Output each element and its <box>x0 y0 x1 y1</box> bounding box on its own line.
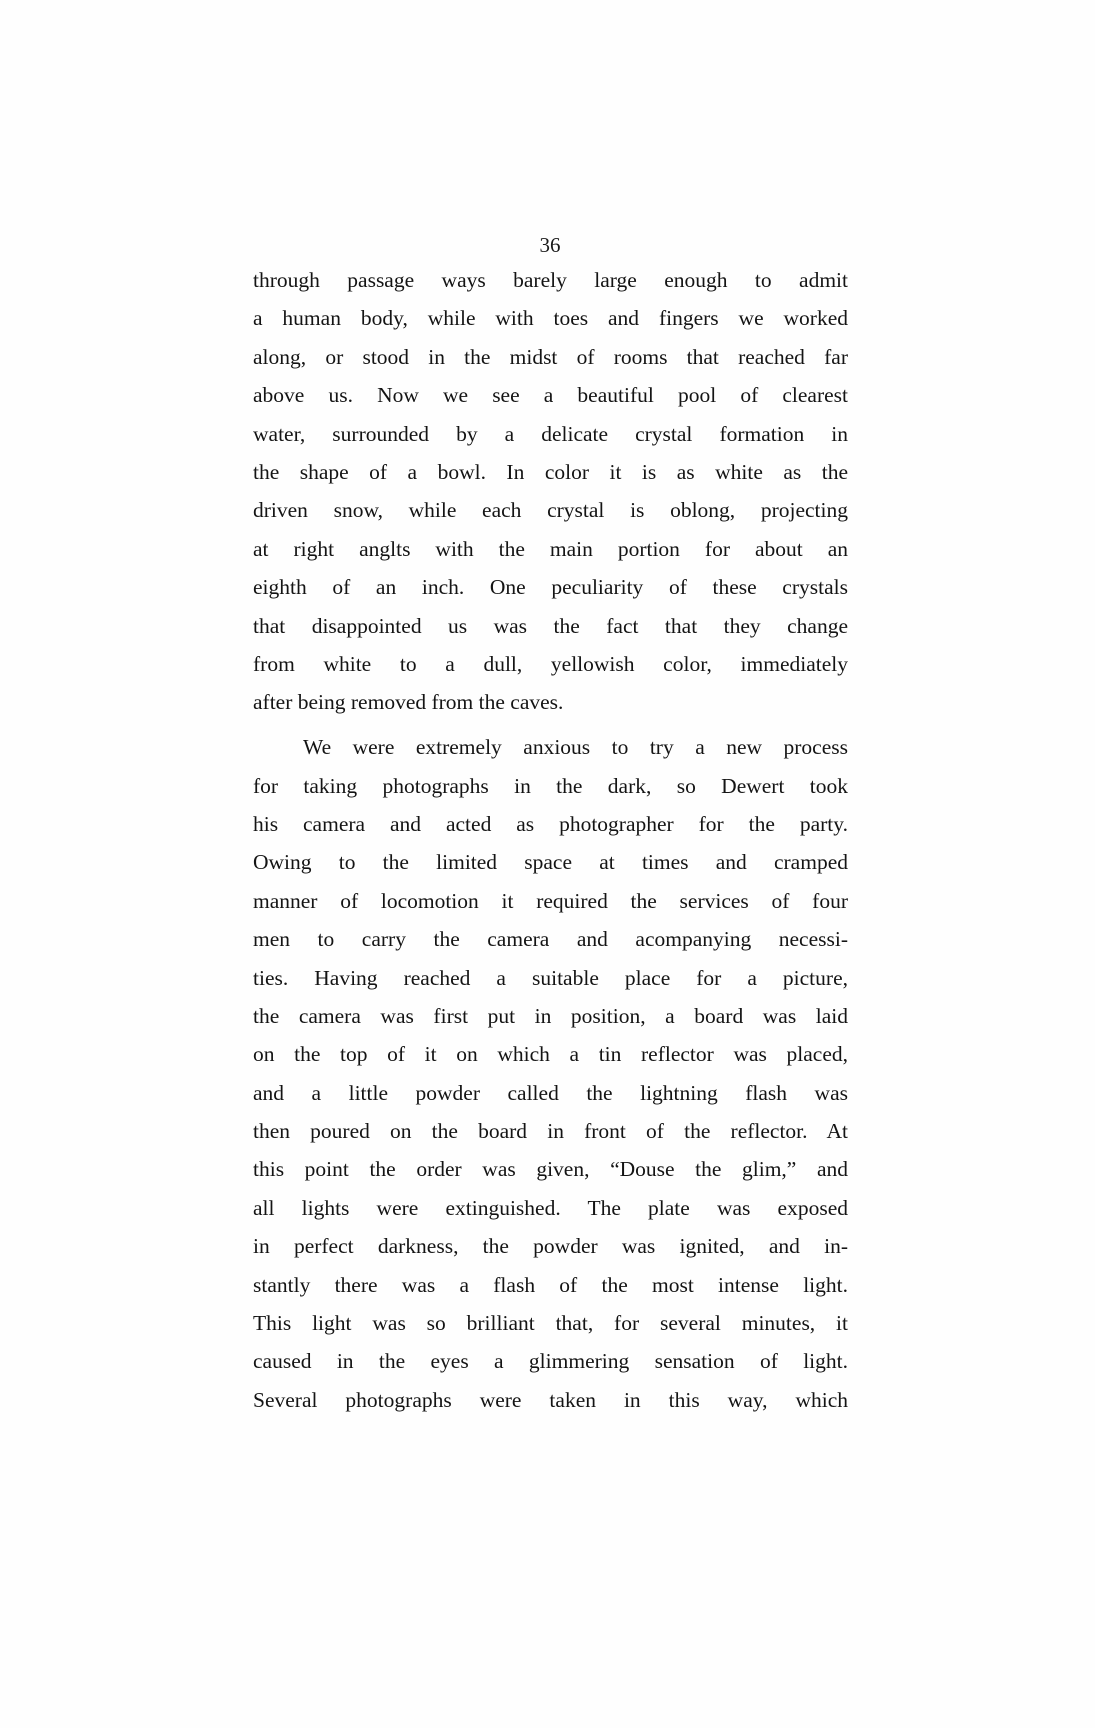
body-text <box>253 261 848 1419</box>
text-line: then poured on the board in front of the reflector. At <box>253 1119 848 1144</box>
text-line: his camera and acted as photographer for the party. <box>253 811 848 836</box>
text-line: Several photographs were taken in this way, which <box>253 1387 848 1412</box>
text-line: from white to a dull, yellowish color, immediately <box>253 651 848 676</box>
text-line: men to carry the camera and acompanying necessi- <box>253 927 848 952</box>
text-line: the camera was first put in position, a board was laid <box>253 1003 848 1028</box>
text-line: through passage ways barely large enough to admit <box>253 268 848 292</box>
text-line: above us. Now we see a beautiful pool of clearest <box>253 383 848 408</box>
text-line: the shape of a bowl. In color it is as white as the <box>253 459 848 484</box>
text-line: at right anglts with the main portion for about an <box>253 536 848 561</box>
text-line: this point the order was given, “Douse the glim,” and <box>253 1157 848 1182</box>
text-line: driven snow, while each crystal is oblong, projecting <box>253 498 848 523</box>
text-line: in perfect darkness, the powder was ignited, and in- <box>253 1234 848 1259</box>
text-line: for taking photographs in the dark, so Dewert took <box>253 773 848 798</box>
paragraph-2 <box>253 728 848 1419</box>
text-line: and a little powder called the lightning flash was <box>253 1080 848 1105</box>
text-line: This light was so brilliant that, for several minutes, it <box>253 1311 848 1336</box>
text-line: after being removed from the caves. <box>253 690 564 715</box>
page-number: 36 <box>539 233 561 257</box>
paragraph-1 <box>253 261 848 722</box>
text-line: stantly there was a flash of the most intense light. <box>253 1272 848 1297</box>
text-line: eighth of an inch. One peculiarity of these crystals <box>253 575 848 600</box>
text-line: all lights were extinguished. The plate was exposed <box>253 1195 848 1220</box>
text-line: that disappointed us was the fact that they change <box>253 613 848 638</box>
text-line: Owing to the limited space at times and cramped <box>253 850 848 875</box>
text-line: along, or stood in the midst of rooms that reached far <box>253 344 848 369</box>
text-line: manner of locomotion it required the services of four <box>253 888 848 913</box>
text-line: on the top of it on which a tin reflector was placed, <box>253 1042 848 1067</box>
text-line: ties. Having reached a suitable place for a picture, <box>253 965 848 990</box>
text-line: We were extremely anxious to try a new process <box>303 735 848 760</box>
text-line: a human body, while with toes and fingers we worked <box>253 306 848 331</box>
text-line: caused in the eyes a glimmering sensation of light. <box>253 1349 848 1374</box>
text-line: water, surrounded by a delicate crystal formation in <box>253 421 848 446</box>
